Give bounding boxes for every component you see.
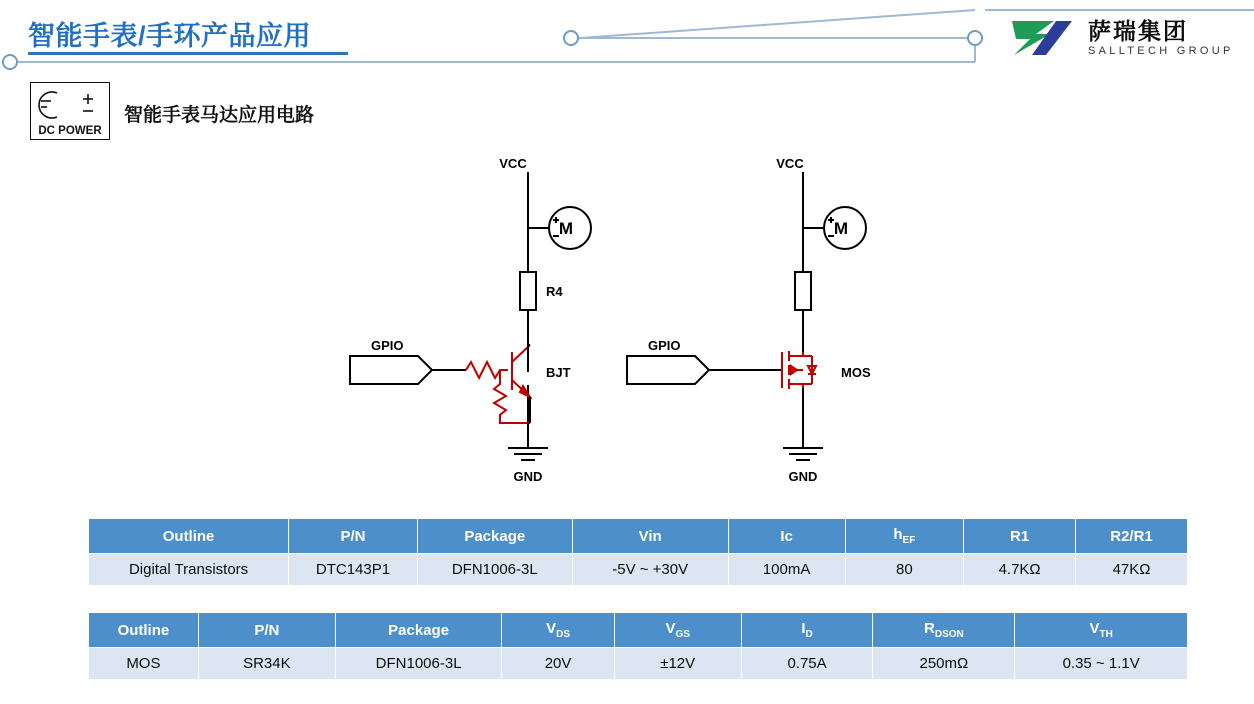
col-r2r1: R2/R1 [1076,519,1188,554]
label-gpio-right: GPIO [648,338,681,353]
mosfet-table [88,612,1188,680]
label-vcc-left: VCC [499,156,527,171]
cell-r1: 4.7KΩ [964,554,1076,586]
col-vds: $V_{DS}$ [502,613,614,648]
dc-power-label: DC POWER [38,125,102,137]
label-motor-right: M [833,219,849,238]
circuit-schematic [0,140,1254,510]
cell-pn: SR34K [198,648,335,680]
col-package: Package [417,519,572,554]
col-id: $I_D$ [741,613,873,648]
cell-r2r1: 47KΩ [1076,554,1188,586]
page-title: 智能手表/手环产品应用 [28,21,312,51]
label-gnd-right: GND [788,469,818,484]
cell-vds: 20V [502,648,614,680]
label-vcc-right: VCC [776,156,804,171]
company-logo [1010,14,1240,62]
table-header-row [89,519,1188,554]
cell-pn: DTC143P1 [289,554,418,586]
col-hef: $h_{EF}$ [845,519,964,554]
logo-mark-icon [1010,17,1080,59]
label-mos: MOS [841,365,871,380]
col-vth: $V_{TH}$ [1015,613,1188,648]
logo-company-name: 萨瑞集团 [1088,17,1188,44]
table-row [89,648,1188,680]
logo-company-name-en: SALLTECH GROUP [1088,44,1234,57]
digital-transistor-table [88,518,1188,586]
table-row [89,554,1188,586]
cell-package: DFN1006-3L [335,648,501,680]
cell-ic: 100mA [728,554,845,586]
label-bjt: BJT [546,365,571,380]
col-ic: Ic [728,519,845,554]
col-rdson: $R_{DSON}$ [873,613,1015,648]
cell-hef: 80 [845,554,964,586]
table-header-row [89,613,1188,648]
cell-package: DFN1006-3L [417,554,572,586]
cell-vin: -5V ~ +30V [572,554,728,586]
col-pn: P/N [198,613,335,648]
cell-vgs: ±12V [614,648,741,680]
dc-power-icon [30,82,110,140]
page-header [0,0,1254,80]
col-outline: Outline [89,613,199,648]
col-r1: R1 [964,519,1076,554]
cell-rdson: 250mΩ [873,648,1015,680]
col-outline: Outline [89,519,289,554]
label-motor-left: M [558,219,574,238]
label-r4: R4 [546,284,563,299]
section-title: 智能手表马达应用电路 [124,105,315,126]
cell-vth: 0.35 ~ 1.1V [1015,648,1188,680]
cell-outline: MOS [89,648,199,680]
col-vin: Vin [572,519,728,554]
col-vgs: $V_{GS}$ [614,613,741,648]
label-gpio-left: GPIO [371,338,404,353]
col-pn: P/N [289,519,418,554]
label-gnd-left: GND [513,469,543,484]
col-package: Package [335,613,501,648]
cell-id: 0.75A [741,648,873,680]
cell-outline: Digital Transistors [89,554,289,586]
